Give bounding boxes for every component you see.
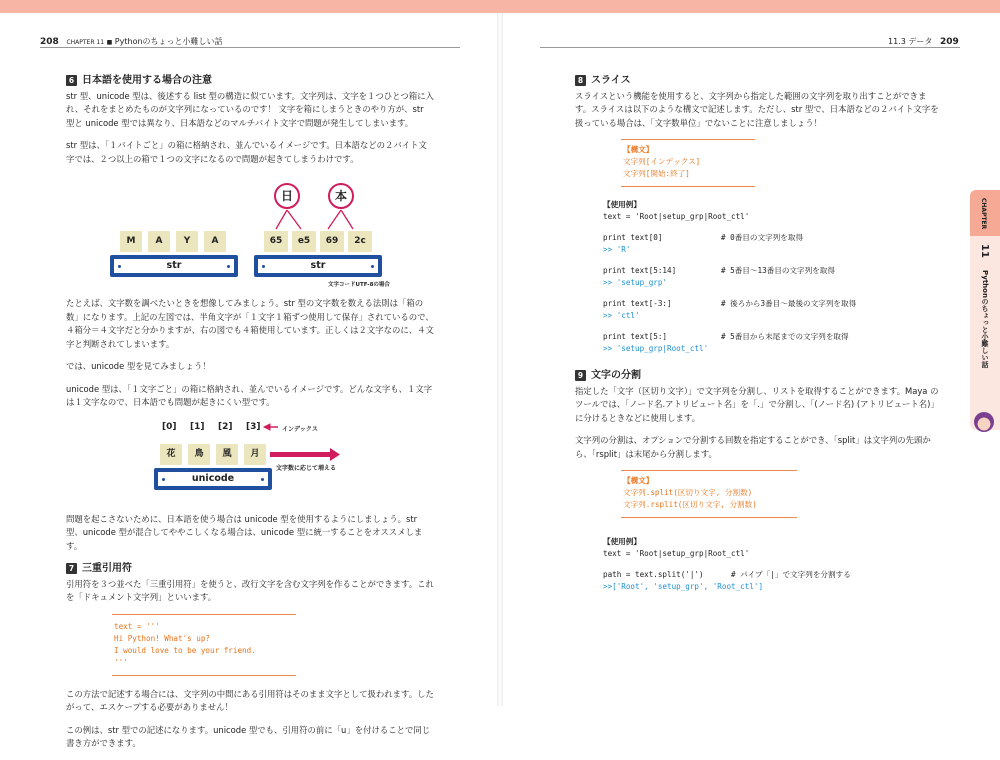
code-line: text = 'Root|setup_grp|Root_ctl' [603, 212, 750, 221]
right-page-number: 209 [940, 37, 959, 47]
paragraph: 問題を起こさないために、日本語を使う場合は unicode 型を使用するようにしましょう。str 型、unicode 型が混合してややこしくなる場合は、unicode 型に統一することをオススメします。 [66, 513, 423, 551]
kanji-circle: 本 [328, 183, 354, 209]
paragraph: この方法で記述する場合には、文字列の中間にある引用符はそのまま文字として扱われます。したがって、エスケープする必要がありません！ [66, 688, 434, 712]
code-row [603, 232, 940, 244]
code-line: Hi Python! What's up? [114, 633, 211, 643]
left-chapter-title: Pythonのちょっと小難しい話 [114, 37, 223, 46]
section-title: スライス [591, 75, 631, 86]
byte-box: 65 [264, 231, 288, 252]
code-row [603, 298, 940, 310]
left-page-number: 208 [40, 37, 59, 47]
byte-box: e5 [292, 231, 316, 252]
syntax-line: 文字列.split(区切り文字, 分割数) [623, 488, 753, 497]
code-row [603, 331, 940, 343]
encoding-caption: 文字コードUTF-8の場合 [328, 282, 390, 288]
code-row [603, 265, 940, 277]
paragraph: str 型は、「１バイトごと」の箱に格納され、並んでいるイメージです。日本語などの２バイト文字では、２つ以上の箱で１つの文字になるので問題が起きてしまうわけです。 [66, 140, 427, 164]
paragraph: この例は、str 型での記述になります。unicode 型でも、引用符の前に「u」を付けることで同じ書き方ができます。 [66, 724, 431, 748]
book-spine [497, 13, 503, 706]
split-example [603, 536, 940, 593]
str-box-right [254, 255, 382, 277]
code-line: I would love to be your friend. [114, 645, 256, 655]
code-row [603, 569, 940, 581]
code-output: >> 'R' [603, 245, 631, 254]
side-chapter-title: Pythonのちょっと小難しい話 [981, 270, 989, 368]
split-syntax-box [621, 470, 797, 518]
syntax-line: 文字列.rsplit(区切り文字, 分割数) [623, 500, 757, 509]
paragraph: たとえば、文字数を調べたいときを想像してみましょう。str 型の文字数を数える法則は「箱の数」になります。上記の左図では、半角文字が「１文字１箱ずつ使用して保存」されているので、４箱分＝４文字だと分かりますが、右の図でも４箱使用しています。正しくは２文字なのに、４文字と判断されてしまいます。 [66, 298, 434, 349]
index-annotation: インデックス [282, 425, 318, 433]
code-output: >>['Root', 'setup_grp', 'Root_ctl'] [603, 582, 764, 591]
code-statement: path = text.split('|') [603, 570, 704, 579]
code-statement: print text[5:] [603, 332, 668, 341]
code-output: >> 'ctl' [603, 311, 640, 320]
paragraph: スライスという機能を使用すると、文字列から指定した範囲の文字列を取り出すことができます。スライスは以下のような構文で記述します。ただし、str 型で、日本語などの２バイト文字を扱っている場合は、「文字数単位」でないことに注意しましょう！ [575, 90, 939, 128]
code-statement: print text[5:14] [603, 266, 677, 275]
section-title: 日本語を使用する場合の注意 [82, 75, 212, 86]
char-box: A [204, 231, 226, 252]
section-number: 9 [575, 370, 586, 381]
char-box: Y [176, 231, 198, 252]
slice-syntax-box [621, 139, 755, 187]
section-9-heading [575, 369, 940, 383]
str-box-left [110, 255, 238, 277]
char-box: 花 [160, 444, 182, 465]
char-box: M [120, 231, 142, 252]
paragraph: 引用符を３つ並べた「三重引用符」を使うと、改行文字を含む文字列を作ることができます。これを「ドキュメント文字列」といいます。 [66, 578, 434, 602]
unicode-diagram [66, 419, 434, 505]
syntax-label: 【構文】 [623, 476, 654, 485]
chapter-side-tab [970, 190, 1000, 430]
code-line: text = 'Root|setup_grp|Root_ctl' [603, 549, 750, 558]
section-8-heading [575, 74, 940, 88]
left-header-rule [40, 47, 460, 48]
char-box: 風 [216, 444, 238, 465]
char-box: A [148, 231, 170, 252]
kanji-circle: 日 [274, 183, 300, 209]
code-statement: print text[0] [603, 233, 663, 242]
top-color-bar [0, 0, 1000, 13]
right-header [888, 36, 959, 47]
byte-box: 69 [320, 231, 344, 252]
left-header: 208 CHAPTER 11 ■ Pythonのちょっと小難しい話 [40, 37, 223, 47]
code-output: >> 'setup_grp' [603, 278, 668, 287]
box-label: unicode [158, 472, 268, 486]
section-6-heading [66, 74, 434, 88]
code-comment: # 0番目の文字列を取得 [721, 233, 804, 242]
section-7-heading [66, 562, 434, 576]
right-header-rule [540, 47, 960, 48]
syntax-label: 【構文】 [623, 145, 654, 154]
code-comment: # 5番目〜13番目の文字列を取得 [721, 266, 835, 275]
index-label: [0] [162, 421, 177, 432]
triple-quote-code [112, 614, 296, 676]
box-label: str [258, 259, 378, 273]
section-title: 三重引用符 [82, 563, 132, 574]
index-label: [2] [218, 421, 233, 432]
code-comment: # 後ろから3番目〜最後の文字列を取得 [721, 299, 857, 308]
left-page [66, 74, 434, 760]
side-chapter-number: 11 [979, 244, 990, 258]
paragraph: str 型、unicode 型は、後述する list 型の構造に似ています。文字列は、文字を１つひとつ箱に入れ、それをまとめたものが文字列になっているのです！ 文字を箱にしまうときのやり方が、str 型と unicode 型では異なり、日本語などのマルチバイト文字で問題が発生してしまいます。 [66, 90, 434, 128]
byte-box: 2c [348, 231, 372, 252]
box-label: str [114, 259, 234, 273]
index-label: [3] [246, 421, 261, 432]
code-comment: # 5番目から末尾までの文字列を取得 [721, 332, 849, 341]
unicode-box [154, 468, 272, 490]
example-label: 【使用例】 [603, 200, 641, 209]
code-output: >> 'setup_grp|Root_ctl' [603, 344, 709, 353]
index-label: [1] [190, 421, 205, 432]
code-line: ''' [114, 657, 128, 667]
syntax-line: 文字列[インデックス] [623, 157, 701, 166]
char-box: 月 [244, 444, 266, 465]
syntax-line: 文字列[開始:終了] [623, 169, 690, 178]
right-section-title: 11.3 データ [888, 37, 933, 46]
side-chapter-label: CHAPTER [980, 198, 987, 230]
paragraph: では、unicode 型を見てみましょう！ [66, 361, 211, 371]
slice-example [603, 199, 940, 355]
left-chapter-label: CHAPTER 11 [66, 39, 105, 46]
code-statement: print text[-3:] [603, 299, 672, 308]
section-number: 6 [66, 75, 77, 86]
growth-annotation: 文字数に応じて増える [276, 464, 337, 472]
char-box: 鳥 [188, 444, 210, 465]
right-page [575, 74, 940, 593]
section-number: 7 [66, 563, 77, 574]
paragraph: 文字列の分割は、オプションで分割する回数を指定することができ、「split」は文字列の先頭から、「rsplit」は末尾から分割します。 [575, 435, 931, 459]
paragraph: 指定した「文字（区切り文字）」で文字列を分割し、リストを取得することができます。Maya のツールでは、「ノード名.アトリビュート名」を「.」で分割し、「(ノード名) (アトリビュート名)」に分けるときなどに使用します。 [575, 385, 939, 423]
paragraph: unicode 型は、「１文字ごと」の箱に格納され、並んでいるイメージです。どんな文字も、１文字は１文字なので、日本語でも問題が起きにくい型です。 [66, 383, 433, 407]
section-title: 文字の分割 [591, 370, 641, 381]
mascot-avatar-icon [974, 412, 994, 432]
example-label: 【使用例】 [603, 537, 641, 546]
str-byte-diagram [66, 175, 434, 287]
section-number: 8 [575, 75, 586, 86]
code-comment: # パイプ「|」で文字列を分割する [731, 570, 851, 579]
code-line: text = ''' [114, 621, 160, 631]
